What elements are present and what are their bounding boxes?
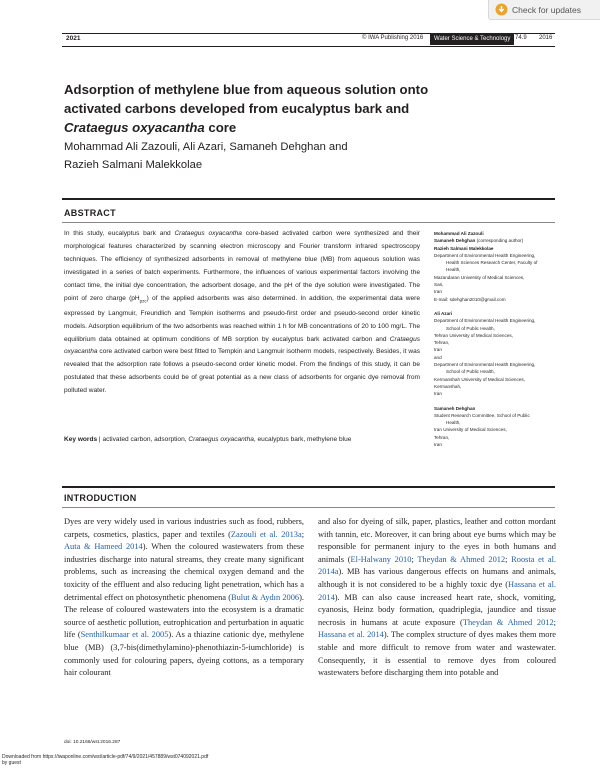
download-line: Downloaded from https://iwaponline.com/wst/article-pdf/74/9/2021/457889/wst074092021.pdf (2, 754, 209, 760)
affiliation-line: Mazandaran University of Medical Sciences, (434, 274, 525, 280)
introduction-rule-bottom (62, 507, 555, 508)
affiliation-line: Tehran, (434, 434, 450, 440)
title-line-3 (64, 118, 484, 137)
abstract-rule-bottom (62, 222, 555, 223)
affiliation-name: Ali Azari (434, 310, 453, 316)
citation-link[interactable]: Hassana et al. 2014 (318, 579, 556, 602)
introduction-rule-top (62, 486, 555, 488)
citation-link[interactable]: Zazouli et al. 2013a (230, 529, 302, 539)
abstract-part: core activated carbon were best fitted to Tempkin and Langmuir isotherm models, respectively. Besides, it was revealed that the adsorption rate follows a pseudo-second order kinetic model. From the findings of this study, it can be postulated that these adsorbents could be of great potential as a new class of adsorbents for organic dye removal from polluted water. (64, 348, 420, 395)
affiliation-name-line (434, 237, 554, 244)
affiliation-line: Tehran, (434, 340, 450, 346)
affiliations (434, 230, 554, 455)
abstract-part: ) of the applied adsorbents was also determined. In addition, the experimental data were expressed by Langmuir, Freundlich and Tempkin isotherms and pseudo-first order and pseudo-second order kinetic models. Adsorption equilibrium of the two adsorbents was reached within 1 h for MB concentrations of 20 to 100 mg/L. The equilibrium data obtained at optimum conditions of MB sorption by eucalyptus bark activated carbon and (64, 294, 420, 343)
keywords-label: Key words (64, 436, 98, 443)
body-text: ). MB has various dangerous effects on humans and animals, although it is not considered to be a highly toxic dye ( (318, 567, 556, 589)
keywords-part: , eucalyptus bark, methylene blue (253, 436, 352, 443)
affiliation-line: Student Research Committee, School of Public (434, 412, 530, 418)
affiliation-name: Razieh Salmani Malekkolae (434, 245, 494, 251)
body-text: ; (505, 554, 512, 564)
title-line-1: Adsorption of methylene blue from aqueous solution onto (64, 82, 429, 97)
citation-link[interactable]: Hassana et al. 2014 (318, 630, 384, 640)
download-line: by guest (2, 760, 21, 766)
paper-title (64, 80, 484, 137)
updates-label: Check for updates (512, 4, 581, 15)
citation-link[interactable]: Auta & Hameed 2014 (64, 542, 143, 552)
affiliation-line: School of Public Health, (446, 369, 495, 375)
citation-link[interactable]: El-Halwany 2010 (350, 554, 412, 564)
abstract-subscript: pzc (139, 297, 147, 303)
affiliation-line: Health, (446, 420, 461, 426)
header-rule-bottom (62, 46, 555, 47)
affiliation-line: and (434, 354, 442, 360)
body-text: ). As a thiazine cationic dye, methylene blue (MB) (3,7-bis(dimethylamino)-phenothiazin-5-iumchloride) is commonly used for colouring papers, dyeing cottons, as a temporary hair colourant (64, 630, 304, 678)
affiliation-line: Health, (446, 267, 461, 273)
download-notice (2, 754, 208, 766)
affiliation-name: Mohammad Ali Zazouli (434, 231, 484, 236)
introduction-column-2 (318, 516, 556, 680)
abstract-rule-top (62, 198, 555, 200)
authors-line-2: Razieh Salmani Malekkolae (64, 159, 203, 171)
publisher-line: © IWA Publishing 2016 (362, 35, 424, 41)
abstract-part: In this study, eucalyptus bark and (64, 230, 175, 237)
keywords-species: Crataegus oxyacantha (188, 436, 254, 443)
title-line-2: activated carbons developed from eucalyptus bark and (64, 101, 410, 116)
body-text: ; (411, 554, 418, 564)
check-for-updates-badge[interactable] (488, 0, 600, 20)
affiliation-block-3 (434, 405, 554, 449)
corresponding-note: (corresponding author) (475, 238, 524, 244)
author-list (64, 138, 404, 174)
citation-link[interactable]: Roosta et al. 2014a (318, 554, 556, 577)
abstract-species: Crataegus oxyacantha (174, 230, 242, 237)
body-text: ). MB can also cause increased heart rate, shock, vomiting, cyanosis, Heinz body formation, quadriplegia, jaundice and tissue necrosis in humans at acute exposure ( (318, 592, 556, 627)
affiliation-line: Iran (434, 289, 442, 295)
affiliation-line: School of Public Health, (446, 325, 495, 331)
title-line-3-rest: core (204, 120, 237, 135)
introduction-column-1 (64, 516, 304, 680)
abstract-species: Crataegus oxyacantha (64, 335, 420, 356)
journal-name: Water Science & Technology (430, 34, 514, 45)
affiliation-name: Samaneh Dehghan (434, 405, 476, 411)
affiliation-line: Iran (434, 442, 442, 448)
affiliation-block-1 (434, 230, 554, 303)
affiliation-block-2 (434, 310, 554, 398)
body-text: ). The release of coloured wastewaters into the ecosystem is a dramatic source of aesthetic pollution, eutrophication and perturbation in aquatic life ( (64, 592, 304, 640)
affiliation-line: Health Sciences Research Center, Faculty of (446, 260, 538, 266)
affiliation-line: Iran University of Medical Sciences, (434, 427, 507, 433)
affiliation-line: Kermanshah, (434, 383, 462, 389)
page-number: 2021 (66, 35, 81, 42)
affiliation-line: Sari, (434, 282, 444, 288)
affiliation-line: Tehran University of Medical Sciences, (434, 332, 513, 338)
authors-line-1: Mohammad Ali Zazouli, Ali Azari, Samaneh Dehghan and (64, 141, 348, 153)
citation-link[interactable]: Theydan & Ahmed 2012 (417, 554, 506, 564)
introduction-heading: INTRODUCTION (64, 493, 137, 503)
affiliation-line: Department of Environmental Health Engineering, (434, 318, 536, 324)
abstract-heading: ABSTRACT (64, 208, 116, 218)
affiliation-line: Department of Environmental Health Engineering, (434, 252, 536, 258)
body-text: and also for dyeing of silk, paper, plastics, leather and cotton mordant with tannin, etc. Moreover, it can bring about eye burns which may be responsible for permanent injury to the eyes in both humans and animals ( (318, 517, 556, 564)
affiliation-line: Iran (434, 347, 442, 353)
abstract-text (64, 228, 420, 398)
body-text: Dyes are very widely used in various industries such as food, rubbers, carpets, cosmetics, plastics, paper and textiles ( (64, 517, 304, 539)
abstract-part: core-based activated carbon were synthesized and their morphological features characterized by scanning electron microscopy and Fourier transform infrared spectroscopy techniques. The efficiency of synthesized adsorbents in removal of methylene blue (MB) from aqueous solution was investigated in a series of batch experiments. Furthermore, the influences of various experimental factors involving the contact time, the initial dye concentration, the adsorbent dosage, and the pH of the dye solution were investigated. The point of zero charge (pH (64, 230, 420, 302)
journal-year: 2016 (539, 35, 553, 41)
keywords-part: activated carbon, adsorption, (102, 436, 189, 443)
citation-link[interactable]: Bulut & Aydın 2006 (231, 592, 300, 602)
citation-link[interactable]: Senthilkumaar et al. 2005 (80, 630, 169, 640)
affiliation-name: Samaneh Dehghan (434, 238, 476, 244)
body-text: ; (301, 529, 305, 539)
body-text: ). The complex structure of dyes makes them more stable and more difficult to remove from water and wastewater. Consequently, it is essential to remove dyes from coloured wastewaters before discharging them into potable and (318, 630, 556, 678)
citation-link[interactable]: Theydan & Ahmed 2012 (462, 617, 554, 627)
affiliation-line: Department of Environmental Health Engineering, (434, 362, 536, 368)
affiliation-line: Kermanshah University of Medical Sciences, (434, 376, 525, 382)
keywords: Key words | activated carbon, adsorption, Crataegus oxyacantha, eucalyptus bark, methylene blue (64, 436, 352, 443)
updates-icon (495, 3, 508, 16)
affiliation-line: Iran (434, 391, 442, 397)
body-text: ). When the coloured wastewaters from these industries discharge into natural streams, they create many significant problems, such as increasing the chemical oxygen demand and the toxicity of the effluent and also reducing light penetration, which has a detrimental effect on photosynthetic phenomena ( (64, 542, 304, 602)
doi[interactable]: doi: 10.2166/wst.2016.287 (64, 740, 121, 745)
journal-volume: 74.9 (515, 35, 527, 41)
affiliation-email[interactable]: E-mail: sdehghan2010@gmail.com (434, 296, 506, 302)
body-text: ; (553, 617, 556, 627)
title-species: Crataegus oxyacantha (64, 120, 205, 135)
